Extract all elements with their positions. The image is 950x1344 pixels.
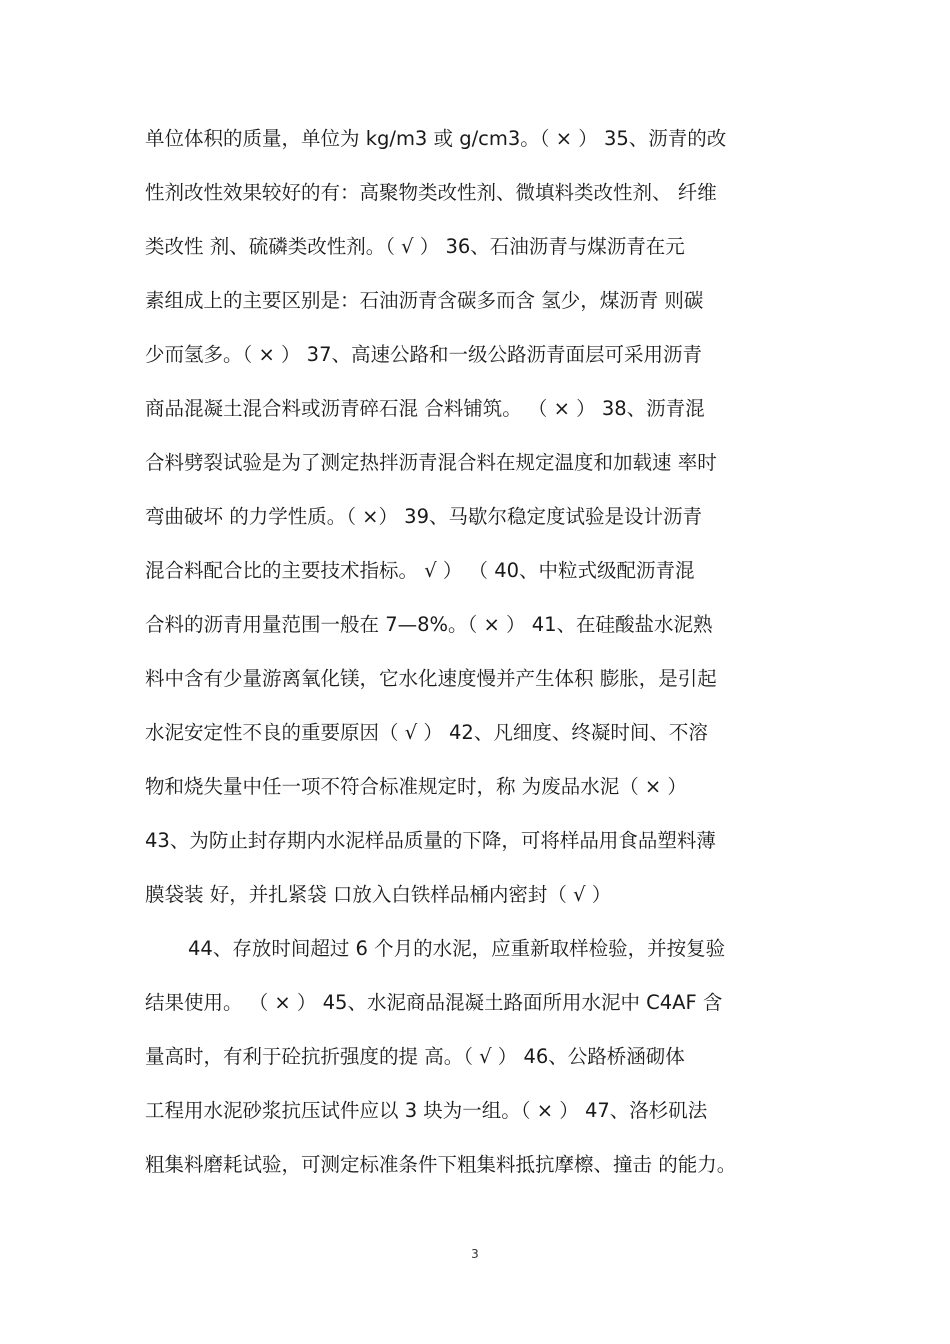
text-line: 量高时，有利于砼抗折强度的提 高。（ √ ） 46、公路桥涵砌体 <box>145 1045 685 1068</box>
body-text <box>145 112 815 1192</box>
text-line-indented: 44、存放时间超过 6 个月的水泥，应重新取样检验，并按复验 <box>188 937 726 960</box>
text-line: 粗集料磨耗试验，可测定标准条件下粗集料抵抗摩檫、撞击 的能力。 <box>145 1153 737 1176</box>
text-line: 类改性 剂、硫磷类改性剂。（ √ ） 36、石油沥青与煤沥青在元 <box>145 235 685 258</box>
page-number: 3 <box>471 1247 479 1261</box>
text-line: 膜袋装 好，并扎紧袋 口放入白铁样品桶内密封（ √ ） <box>145 883 612 906</box>
text-line: 43、为防止封存期内水泥样品质量的下降，可将样品用食品塑料薄 <box>145 829 716 852</box>
text-line: 少而氢多。（ × ） 37、高速公路和一级公路沥青面层可采用沥青 <box>145 343 702 366</box>
text-line: 合料的沥青用量范围一般在 7—8%。（ × ） 41、在硅酸盐水泥熟 <box>145 613 713 636</box>
text-line: 合料劈裂试验是为了测定热拌沥青混合料在规定温度和加载速 率时 <box>145 451 717 474</box>
text-line: 单位体积的质量，单位为 kg/m3 或 g/cm3。（ × ） 35、沥青的改 <box>145 127 727 150</box>
text-line: 混合料配合比的主要技术指标。 √ ） （ 40、中粒式级配沥青混 <box>145 559 695 582</box>
text-line: 工程用水泥砂浆抗压试件应以 3 块为一组。（ × ） 47、洛杉矶法 <box>145 1099 708 1122</box>
text-line: 素组成上的主要区别是：石油沥青含碳多而含 氢少，煤沥青 则碳 <box>145 289 704 312</box>
text-line: 物和烧失量中任一项不符合标准规定时，称 为废品水泥（ × ） <box>145 775 687 798</box>
text-line: 水泥安定性不良的重要原因（ √ ） 42、凡细度、终凝时间、不溶 <box>145 721 708 744</box>
text-line: 性剂改性效果较好的有：高聚物类改性剂、微填料类改性剂、 纤维 <box>145 181 717 204</box>
text-line: 商品混凝土混合料或沥青碎石混 合料铺筑。 （ × ） 38、沥青混 <box>145 397 705 420</box>
text-line: 料中含有少量游离氧化镁，它水化速度慢并产生体积 膨胀，是引起 <box>145 667 717 690</box>
text-line: 结果使用。 （ × ） 45、水泥商品混凝土路面所用水泥中 C4AF 含 <box>145 991 723 1014</box>
text-line: 弯曲破坏 的力学性质。（ ×） 39、马歇尔稳定度试验是设计沥青 <box>145 505 702 528</box>
